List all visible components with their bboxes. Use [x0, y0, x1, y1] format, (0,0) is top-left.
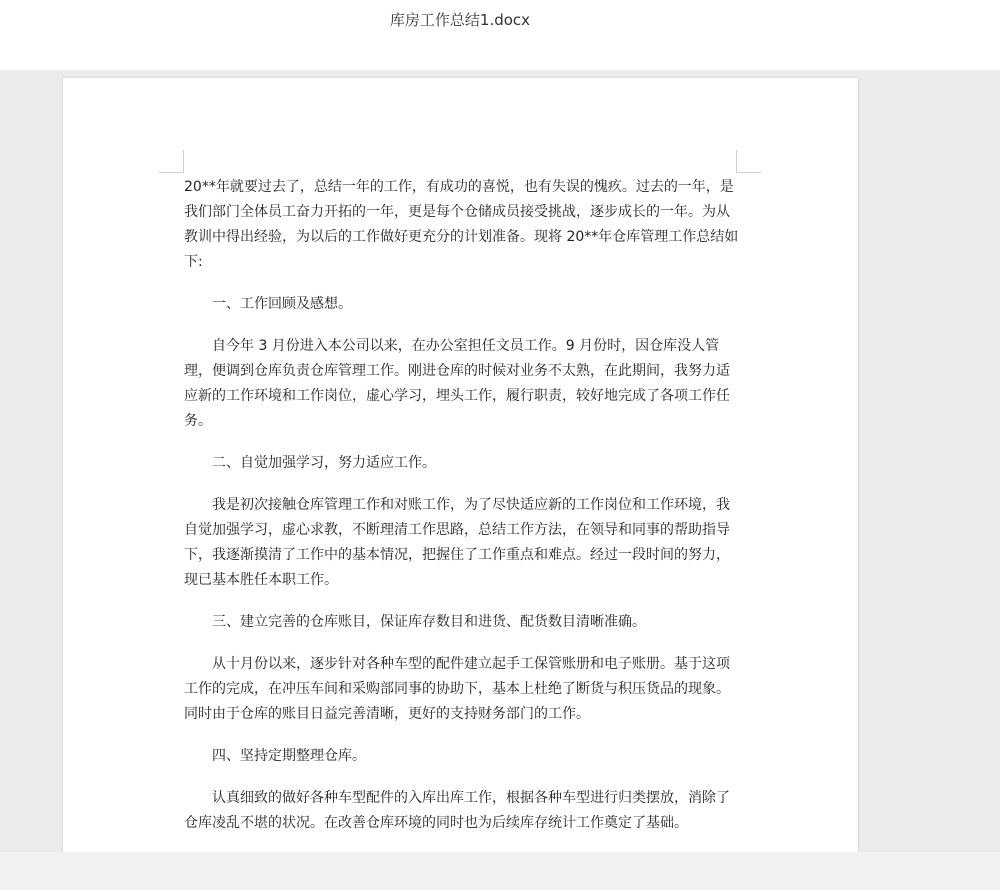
- margin-corner-top-left: [159, 150, 184, 173]
- title-bar: [0, 0, 1000, 70]
- paragraph-organize: 认真细致的做好各种车型配件的入库出库工作，根据各种车型进行归类摆放，消除了仓库凌乱不堪的状况。在改善仓库环境的同时也为后续库存统计工作奠定了基础。: [184, 790, 730, 831]
- bottom-bar: [0, 852, 1000, 890]
- section-heading-3: 三、建立完善的仓库账目，保证库存数目和进货、配货数目清晰准确。: [212, 614, 646, 630]
- margin-corner-top-right: [736, 150, 761, 173]
- document-page: [63, 78, 858, 852]
- section-heading-2: 二、自觉加强学习，努力适应工作。: [212, 455, 436, 471]
- section-heading-1: 一、工作回顾及感想。: [212, 296, 352, 312]
- paragraph-intro: 20**年就要过去了，总结一年的工作，有成功的喜悦，也有失误的愧疚。过去的一年，是我们部门全体员工奋力开拓的一年，更是每个仓储成员接受挑战，逐步成长的一年。为从教训中得出经验，为以后的工作做好更充分的计划准备。现将 20**年仓库管理工作总结如下:: [184, 179, 739, 270]
- paragraph-review: 自今年 3 月份进入本公司以来，在办公室担任文员工作。9 月份时，因仓库没人管理，便调到仓库负责仓库管理工作。刚进仓库的时候对业务不太熟，在此期间，我努力适应新的工作环境和工作岗位，虚心学习，埋头工作，履行职责，较好地完成了各项工作任务。: [184, 338, 730, 429]
- paragraph-learning: 我是初次接触仓库管理工作和对账工作，为了尽快适应新的工作岗位和工作环境，我自觉加强学习，虚心求教，不断理清工作思路，总结工作方法，在领导和同事的帮助指导下，我逐渐摸清了工作中的基本情况，把握住了工作重点和难点。经过一段时间的努力，现已基本胜任本职工作。: [184, 497, 730, 588]
- document-title: 库房工作总结1.docx: [389, 11, 531, 29]
- document-viewer[interactable]: [0, 70, 1000, 852]
- paragraph-accounts: 从十月份以来，逐步针对各种车型的配件建立起手工保管账册和电子账册。基于这项工作的完成，在冲压车间和采购部同事的协助下，基本上杜绝了断货与积压货品的现象。同时由于仓库的账目日益完善清晰，更好的支持财务部门的工作。: [184, 656, 730, 722]
- section-heading-4: 四、坚持定期整理仓库。: [212, 748, 366, 764]
- document-body: [184, 175, 739, 852]
